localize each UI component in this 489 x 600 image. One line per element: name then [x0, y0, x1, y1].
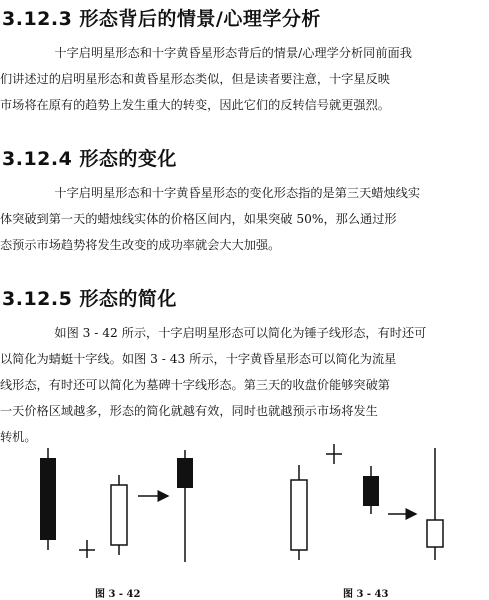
paragraph-line: 十字启明星形态和十字黄昏星形态的变化形态指的是第三天蜡烛线实	[54, 186, 421, 200]
doji-cross	[79, 540, 95, 558]
section-heading-3-12-3: 3.12.3 形态背后的情景/心理学分析	[2, 8, 321, 30]
white-candle	[111, 475, 127, 555]
black-candle	[363, 466, 379, 514]
section-paragraph-3-12-3	[0, 40, 480, 118]
hammer-candle	[177, 450, 193, 562]
paragraph-line: 一天价格区域越多，形态的简化就越有效，同时也就越预示市场将发生	[0, 404, 378, 418]
paragraph-line: 如图 3 - 42 所示，十字启明星形态可以简化为锤子线形态，有时还可	[54, 326, 427, 340]
figure-caption-3-42: 图 3 - 42	[95, 589, 141, 600]
figure-3-43	[291, 444, 443, 560]
paragraph-line: 市场将在原有的趋势上发生重大的转变，因此它们的反转信号就更强烈。	[0, 98, 390, 112]
white-candle	[291, 465, 307, 560]
paragraph-line: 转机。	[0, 430, 37, 444]
doji-cross	[326, 444, 342, 464]
section-paragraph-3-12-5	[0, 320, 480, 450]
paragraph-line: 以简化为蜻蜓十字线。如图 3 - 43 所示，十字黄昏星形态可以简化为流星	[0, 352, 397, 366]
paragraph-line: 线形态，有时还可以简化为墓碑十字线形态。第三天的收盘价能够突破第	[0, 378, 390, 392]
section-heading-3-12-4: 3.12.4 形态的变化	[2, 148, 177, 170]
candlestick-figures	[0, 440, 489, 585]
section-paragraph-3-12-4	[0, 180, 480, 258]
figure-caption-3-43: 图 3 - 43	[343, 589, 389, 600]
section-heading-3-12-5: 3.12.5 形态的简化	[2, 288, 177, 310]
shooting-star-candle	[427, 448, 443, 560]
paragraph-line: 们讲述过的启明星形态和黄昏星形态类似，但是读者要注意，十字星反映	[0, 72, 390, 86]
paragraph-line: 体突破到第一天的蜡烛线实体的价格区间内，如果突破 50%，那么通过形	[0, 212, 397, 226]
paragraph-line: 十字启明星形态和十字黄昏星形态背后的情景/心理学分析同前面我	[54, 46, 412, 60]
black-candle	[40, 448, 56, 550]
figure-3-42	[40, 448, 193, 562]
paragraph-line: 态预示市场趋势将发生改变的成功率就会大大加强。	[0, 238, 281, 252]
